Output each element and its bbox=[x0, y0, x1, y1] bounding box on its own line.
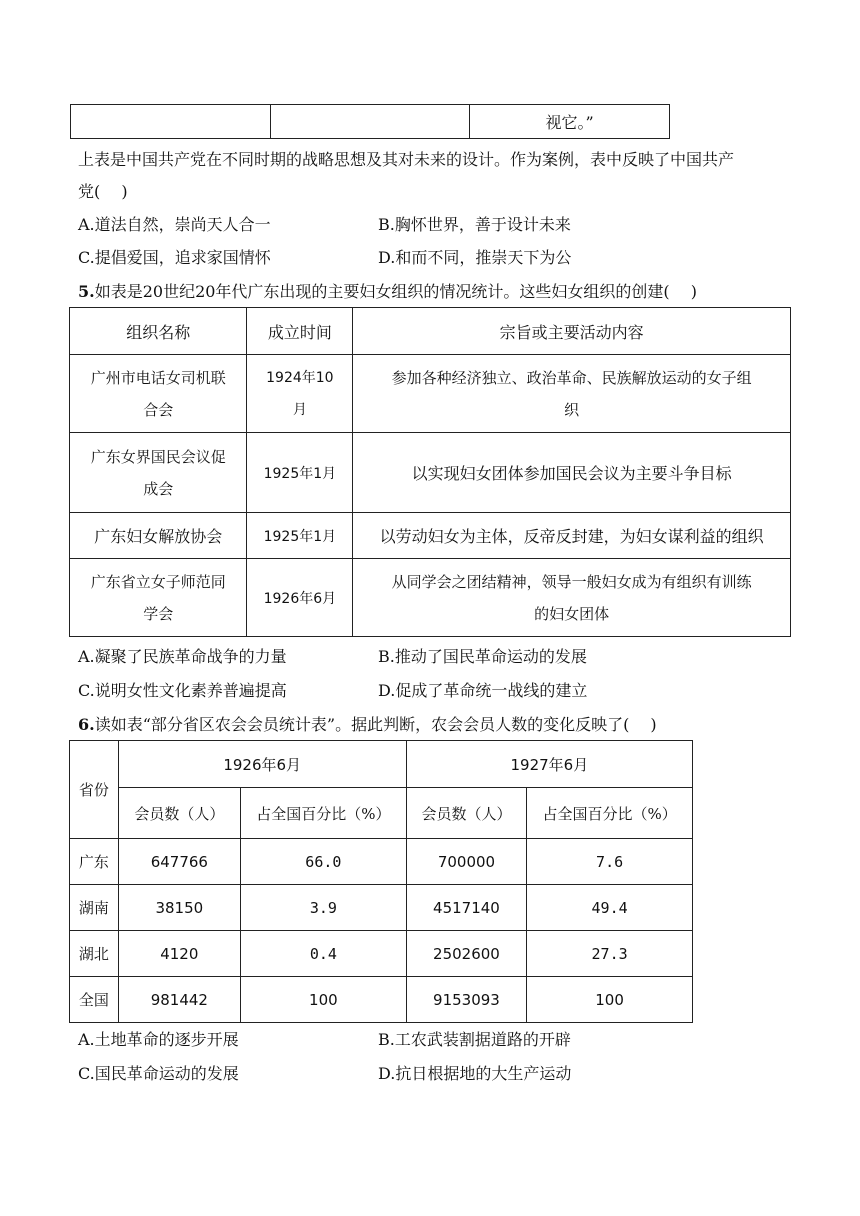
q6-percent-1926: 100 bbox=[240, 977, 406, 1023]
top-table bbox=[70, 104, 670, 139]
q6-members-1926: 647766 bbox=[118, 839, 240, 885]
q6-header-1926: 1926年6月 bbox=[118, 741, 406, 788]
q6-percent-1927: 27.3 bbox=[527, 931, 693, 977]
q6-members-1926: 981442 bbox=[118, 977, 240, 1023]
q5-header-content: 宗旨或主要活动内容 bbox=[353, 308, 791, 355]
q5-org-content: 从同学会之团结精神，领导一般妇女成为有组织有训练 的妇女团体 bbox=[353, 559, 791, 637]
q6-province: 全国 bbox=[70, 977, 119, 1023]
q6-members-1926: 38150 bbox=[118, 885, 240, 931]
q5-org-content: 参加各种经济独立、政治革命、民族解放运动的女子组 织 bbox=[353, 355, 791, 433]
q4-stem-line2: 党( ) bbox=[78, 182, 128, 201]
q6-option-c[interactable]: C.国民革命运动的发展 bbox=[78, 1064, 239, 1083]
q6-members-1927: 700000 bbox=[406, 839, 526, 885]
q6-members-1927: 4517140 bbox=[406, 885, 526, 931]
q6-option-d[interactable]: D.抗日根据地的大生产运动 bbox=[378, 1064, 572, 1083]
q5-table bbox=[69, 307, 791, 637]
q5-option-c[interactable]: C.说明女性文化素养普遍提高 bbox=[78, 681, 287, 700]
q4-option-c[interactable]: C.提倡爱国，追求家国情怀 bbox=[78, 248, 271, 267]
q6-number: 6. bbox=[78, 715, 95, 734]
q5-org-content: 以劳动妇女为主体，反帝反封建，为妇女谋利益的组织 bbox=[353, 513, 791, 559]
q6-subheader-members-1926: 会员数（人） bbox=[118, 788, 240, 839]
q6-percent-1926: 66.0 bbox=[240, 839, 406, 885]
q5-option-d[interactable]: D.促成了革命统一战线的建立 bbox=[378, 681, 588, 700]
q6-table bbox=[69, 740, 693, 1023]
q6-province: 广东 bbox=[70, 839, 119, 885]
q6-percent-1927: 49.4 bbox=[527, 885, 693, 931]
table-row bbox=[70, 433, 791, 513]
table-row bbox=[70, 839, 693, 885]
q5-org-time: 1925年1月 bbox=[247, 433, 353, 513]
top-table-cell bbox=[71, 105, 271, 139]
q5-org-content: 以实现妇女团体参加国民会议为主要斗争目标 bbox=[353, 433, 791, 513]
table-row bbox=[70, 559, 791, 637]
q6-subheader-percent-1927: 占全国百分比（%） bbox=[527, 788, 693, 839]
q5-header-time: 成立时间 bbox=[247, 308, 353, 355]
q6-percent-1926: 3.9 bbox=[240, 885, 406, 931]
q6-option-a[interactable]: A.土地革命的逐步开展 bbox=[78, 1030, 239, 1049]
q5-header-name: 组织名称 bbox=[70, 308, 247, 355]
q5-org-time: 1926年6月 bbox=[247, 559, 353, 637]
table-row bbox=[70, 355, 791, 433]
q6-header-1927: 1927年6月 bbox=[406, 741, 692, 788]
q6-percent-1926: 0.4 bbox=[240, 931, 406, 977]
top-table-cell bbox=[270, 105, 470, 139]
q5-org-time: 1925年1月 bbox=[247, 513, 353, 559]
q6-members-1927: 9153093 bbox=[406, 977, 526, 1023]
q5-option-a[interactable]: A.凝聚了民族革命战争的力量 bbox=[78, 647, 287, 666]
q6-percent-1927: 7.6 bbox=[527, 839, 693, 885]
q6-stem bbox=[78, 715, 657, 735]
table-row bbox=[70, 513, 791, 559]
q6-subheader-members-1927: 会员数（人） bbox=[406, 788, 526, 839]
q4-stem-line1: 上表是中国共产党在不同时期的战略思想及其对未来的设计。作为案例，表中反映了中国共产 bbox=[78, 150, 735, 169]
q6-option-b[interactable]: B.工农武装割据道路的开辟 bbox=[378, 1030, 571, 1049]
q5-stem bbox=[78, 282, 697, 302]
q5-org-name: 广州市电话女司机联 合会 bbox=[70, 355, 247, 433]
q4-option-a[interactable]: A.道法自然，崇尚天人合一 bbox=[78, 215, 271, 234]
q5-org-time: 1924年10 月 bbox=[247, 355, 353, 433]
q5-stem-text: 如表是20世纪20年代广东出现的主要妇女组织的情况统计。这些妇女组织的创建( ) bbox=[94, 282, 697, 301]
top-table-cell: 视它。” bbox=[470, 105, 670, 139]
table-row bbox=[70, 885, 693, 931]
q6-province: 湖南 bbox=[70, 885, 119, 931]
q5-org-name: 广东妇女解放协会 bbox=[70, 513, 247, 559]
q4-option-d[interactable]: D.和而不同，推崇天下为公 bbox=[378, 248, 572, 267]
q5-option-b[interactable]: B.推动了国民革命运动的发展 bbox=[378, 647, 587, 666]
table-row bbox=[70, 931, 693, 977]
q6-percent-1927: 100 bbox=[527, 977, 693, 1023]
q6-members-1926: 4120 bbox=[118, 931, 240, 977]
q6-subheader-percent-1926: 占全国百分比（%） bbox=[240, 788, 406, 839]
q6-members-1927: 2502600 bbox=[406, 931, 526, 977]
q6-header-province: 省份 bbox=[70, 741, 119, 839]
q5-org-name: 广东女界国民会议促 成会 bbox=[70, 433, 247, 513]
q4-option-b[interactable]: B.胸怀世界，善于设计未来 bbox=[378, 215, 571, 234]
table-row bbox=[70, 977, 693, 1023]
q5-number: 5. bbox=[78, 282, 95, 301]
q6-province: 湖北 bbox=[70, 931, 119, 977]
q6-stem-text: 读如表“部分省区农会会员统计表”。据此判断，农会会员人数的变化反映了( ) bbox=[94, 715, 657, 734]
q5-org-name: 广东省立女子师范同 学会 bbox=[70, 559, 247, 637]
